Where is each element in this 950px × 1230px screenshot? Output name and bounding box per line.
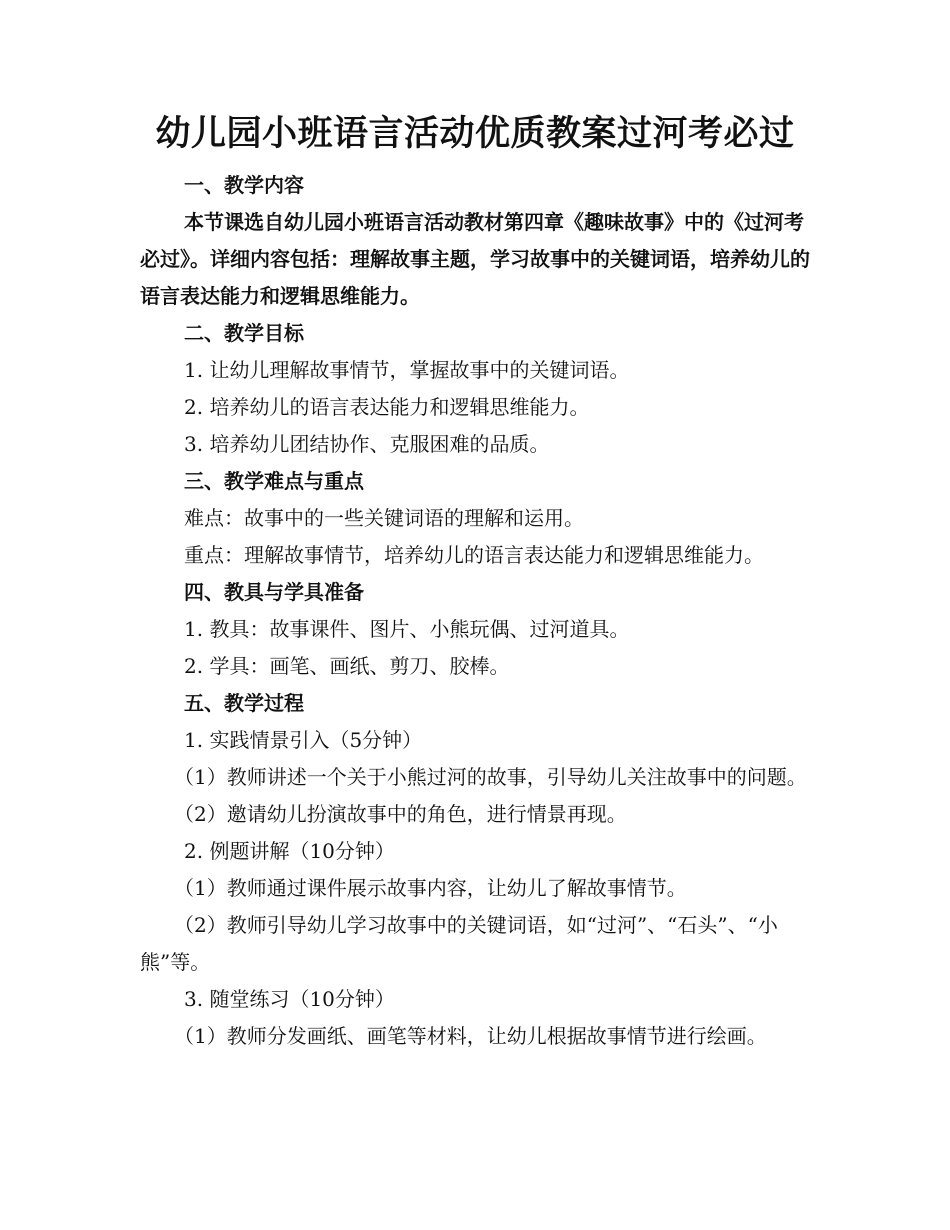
process-substep: （2）教师引导幼儿学习故事中的关键词语，如“过河”、“石头”、“小熊”等。 <box>140 913 778 974</box>
list-item: 1. 教具：故事课件、图片、小熊玩偶、过河道具。 <box>184 617 630 641</box>
process-substep: （1）教师分发画纸、画笔等材料，让幼儿根据故事情节进行绘画。 <box>174 1024 767 1048</box>
list-item: 1. 让幼儿理解故事情节，掌握故事中的关键词语。 <box>184 358 630 382</box>
section-heading-key-points: 三、教学难点与重点 <box>184 469 364 493</box>
process-step: 2. 例题讲解（10分钟） <box>184 839 395 863</box>
process-substep: （2）邀请幼儿扮演故事中的角色，进行情景再现。 <box>174 802 627 826</box>
document-body <box>140 167 820 1055</box>
process-step: 1. 实践情景引入（5分钟） <box>184 728 423 752</box>
process-substep: （1）教师讲述一个关于小熊过河的故事，引导幼儿关注故事中的问题。 <box>174 765 807 789</box>
list-item: 2. 培养幼儿的语言表达能力和逻辑思维能力。 <box>184 395 590 419</box>
section-heading-process: 五、教学过程 <box>184 691 304 715</box>
section-paragraph-content: 本节课选自幼儿园小班语言活动教材第四章《趣味故事》中的《过河考必过》。详细内容包括：理解故事主题，学习故事中的关键词语，培养幼儿的语言表达能力和逻辑思维能力。 <box>140 210 810 308</box>
list-item: 3. 培养幼儿团结协作、克服困难的品质。 <box>184 432 550 456</box>
list-item: 难点：故事中的一些关键词语的理解和运用。 <box>184 506 584 530</box>
list-item: 2. 学具：画笔、画纸、剪刀、胶棒。 <box>184 654 510 678</box>
list-item: 重点：理解故事情节，培养幼儿的语言表达能力和逻辑思维能力。 <box>184 543 764 567</box>
process-step: 3. 随堂练习（10分钟） <box>184 987 395 1011</box>
section-heading-materials: 四、教具与学具准备 <box>184 580 364 604</box>
section-heading-objectives: 二、教学目标 <box>184 321 304 345</box>
process-substep: （1）教师通过课件展示故事内容，让幼儿了解故事情节。 <box>174 876 687 900</box>
section-heading-content: 一、教学内容 <box>184 173 304 197</box>
document-title: 幼儿园小班语言活动优质教案过河考必过 <box>155 113 795 154</box>
